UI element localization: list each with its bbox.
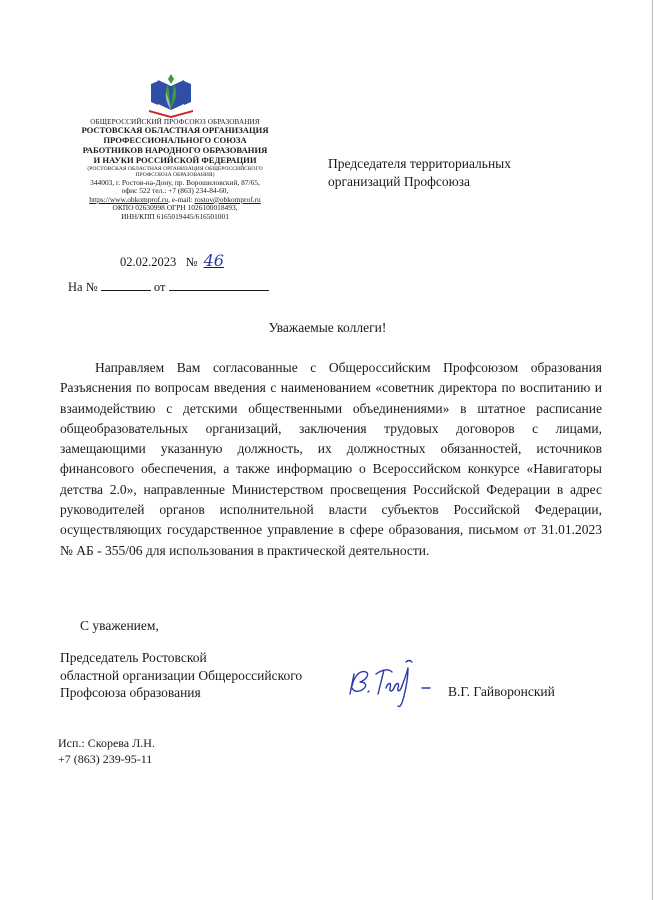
addressee (328, 155, 511, 191)
address-line: 344003, г. Ростов-на-Дону, пр. Ворошиловский, 87/65, (90, 177, 260, 187)
signer-title-line: Профсоюза образования (60, 685, 201, 700)
number-label: № (185, 255, 198, 269)
from-label: от (153, 280, 166, 294)
page-edge-line (652, 0, 653, 900)
reference-date-blank (169, 280, 269, 291)
addressee-line: организаций Профсоюза (328, 174, 471, 190)
executor-name: Исп.: Скорева Л.Н. (58, 736, 155, 750)
org-name-line: РАБОТНИКОВ НАРОДНОГО ОБРАЗОВАНИЯ (82, 145, 268, 156)
reference-line (68, 280, 269, 295)
email-link[interactable]: rostov@obkomprof.ru (194, 194, 261, 204)
signer-title-line: Председатель Ростовской (60, 650, 207, 665)
organization-letterhead (58, 118, 292, 221)
letter-date: 02.02.2023 (120, 255, 177, 269)
union-logo-icon (146, 72, 196, 118)
org-name-line: И НАУКИ РОССИЙСКОЙ ФЕДЕРАЦИИ (93, 154, 257, 165)
org-name-line: ПРОФЕССИОНАЛЬНОГО СОЮЗА (103, 135, 247, 146)
handwritten-signature (346, 654, 438, 712)
executor-phone: +7 (863) 239-95-11 (58, 752, 153, 766)
salutation: Уважаемые коллеги! (268, 320, 387, 335)
union-name: ОБЩЕРОССИЙСКИЙ ПРОФСОЮЗ ОБРАЗОВАНИЯ (90, 118, 260, 126)
signer-name: В.Г. Гайворонский (448, 684, 555, 699)
org-short-name-line: ПРОФСОЮЗА ОБРАЗОВАНИЯ) (135, 172, 215, 179)
codes-line: ИНН/КПП 6165019445/616501001 (121, 211, 229, 221)
email-prefix: , e-mail: (168, 194, 195, 204)
addressee-line: Председателя территориальных (328, 156, 511, 171)
registration-line (120, 251, 224, 270)
website-link[interactable]: https://www.obkomprof.ru (89, 194, 169, 204)
letter-number: 46 (203, 251, 224, 270)
closing: С уважением, (80, 618, 159, 633)
signer-title (60, 649, 302, 702)
on-number-label: На № (68, 280, 98, 294)
org-short-name-line: (РОСТОВСКАЯ ОБЛАСТНАЯ ОРГАНИЗАЦИЯ ОБЩЕРОССИЙСКОГО (87, 165, 263, 172)
phone-line: офис 522 тел.: +7 (863) 234-84-60, (121, 186, 229, 196)
codes-line: ОКПО 02630998 ОГРН 1026100018493, (112, 203, 238, 213)
reference-number-blank (101, 280, 151, 291)
executor-info (58, 735, 155, 767)
org-name-line: РОСТОВСКАЯ ОБЛАСТНАЯ ОРГАНИЗАЦИЯ (81, 125, 269, 136)
signer-title-line: областной организации Общероссийского (60, 667, 303, 683)
letter-body: Направляем Вам согласованные с Общероссийским Профсоюзом образования Разъяснения по вопросам введения с наименованием «советник директора по воспитанию и взаимодействию с детскими общественными объединениями» в штатное расписание общеобразовательных организаций, заключения трудовых договоров с лицами, замещающими указанную должность, их должностных обязанностей, источников финансового обеспечения, а также информацию о Всероссийском конкурсе «Навигаторы детства 2.0», направленные Министерством просвещения Российской Федерации в адрес руководителей органов исполнительной власти субъектов Российской Федерации, осуществляющих государственное управление в сфере образования, письмом от 31.01.2023 № АБ - 355/06 для использования в практической деятельности. (60, 360, 602, 558)
